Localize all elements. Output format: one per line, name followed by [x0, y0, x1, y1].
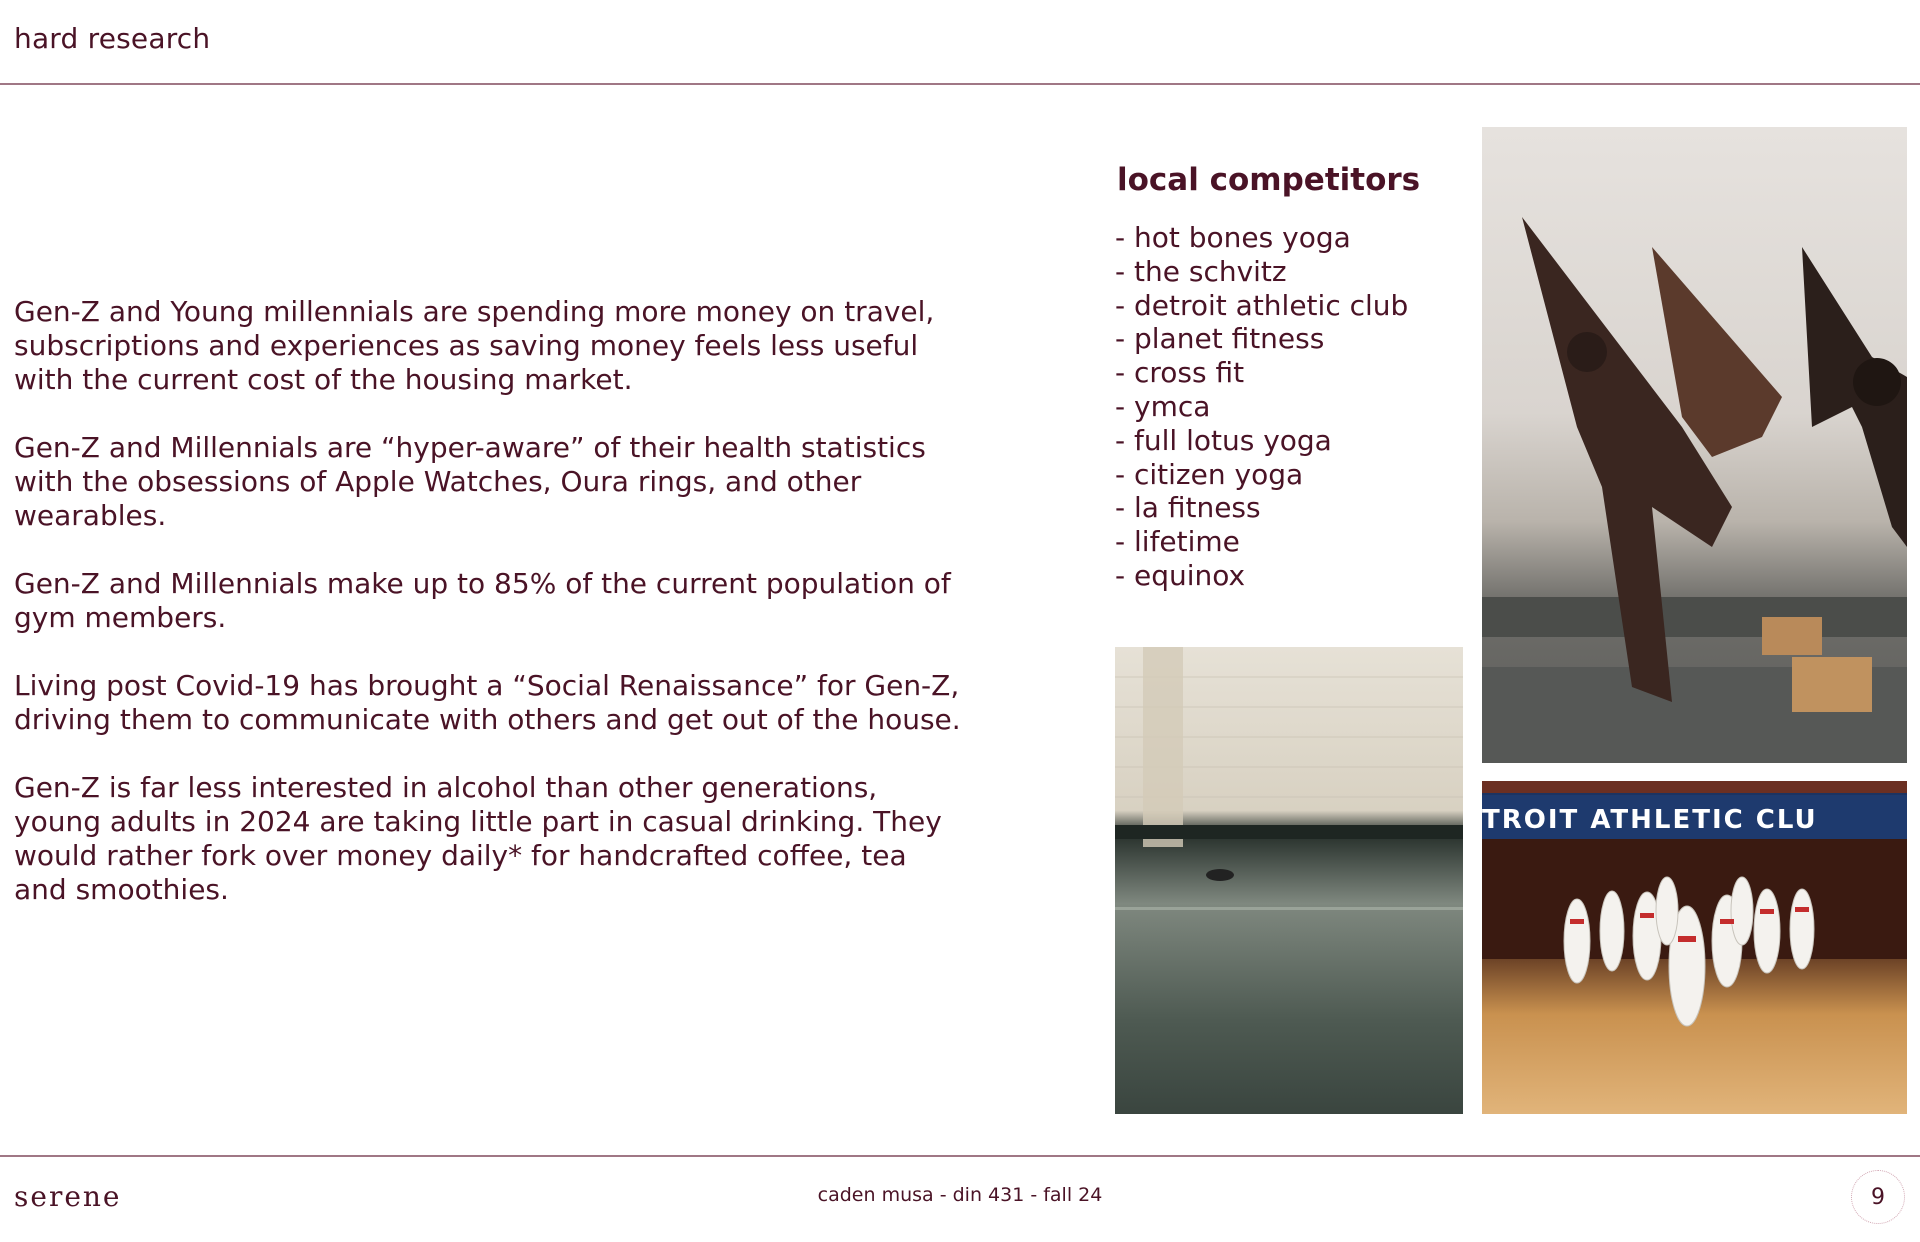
competitors-list [1115, 221, 1408, 593]
page-number: 9 [1871, 1184, 1885, 1210]
yoga-class-photo [1482, 127, 1907, 763]
competitor-item: - ymca [1115, 389, 1211, 423]
pool-photo [1115, 647, 1463, 1114]
competitor-item: - planet fitness [1115, 322, 1325, 356]
finding-paragraph: Gen-Z and Millennials are “hyper-aware” of their health statistics with the obsessions of Apple Watches, Oura rings, and other wearables. [14, 431, 926, 532]
competitor-item: - equinox [1115, 558, 1246, 592]
finding-paragraph: Gen-Z and Millennials make up to 85% of the current population of gym members. [14, 567, 951, 634]
bowling-banner-text: TROIT ATHLETIC CLU [1482, 805, 1818, 835]
finding-paragraph: Gen-Z is far less interested in alcohol than other generations, young adults in 2024 are taking little part in casual drinking. They would rather fork over money daily* for handcrafted coffee, tea and smoothies. [14, 771, 942, 906]
footer-credit: caden musa - din 431 - fall 24 [817, 1184, 1103, 1206]
competitor-item: - la fitness [1115, 491, 1261, 525]
competitor-item: - cross fit [1115, 356, 1245, 390]
finding-paragraph: Gen-Z and Young millennials are spending more money on travel, subscriptions and experiences as saving money feels less useful with the current cost of the housing market. [14, 295, 935, 396]
competitors-heading: local competitors [1117, 162, 1421, 198]
finding-paragraph: Living post Covid-19 has brought a “Social Renaissance” for Gen-Z, driving them to communicate with others and get out of the house. [14, 669, 961, 736]
footer-divider [0, 1155, 1920, 1157]
competitor-item: - lifetime [1115, 525, 1240, 559]
competitor-item: - the schvitz [1115, 254, 1287, 288]
competitor-item: - hot bones yoga [1115, 221, 1351, 254]
competitor-item: - citizen yoga [1115, 457, 1304, 491]
bowling-photo [1482, 781, 1907, 1114]
research-findings [14, 295, 964, 941]
competitor-item: - detroit athletic club [1115, 288, 1409, 322]
page-title: hard research [14, 22, 211, 55]
brand-logo: serene [14, 1180, 122, 1213]
competitor-item: - full lotus yoga [1115, 423, 1332, 457]
header-divider [0, 83, 1920, 85]
page-number-badge [1851, 1170, 1905, 1224]
